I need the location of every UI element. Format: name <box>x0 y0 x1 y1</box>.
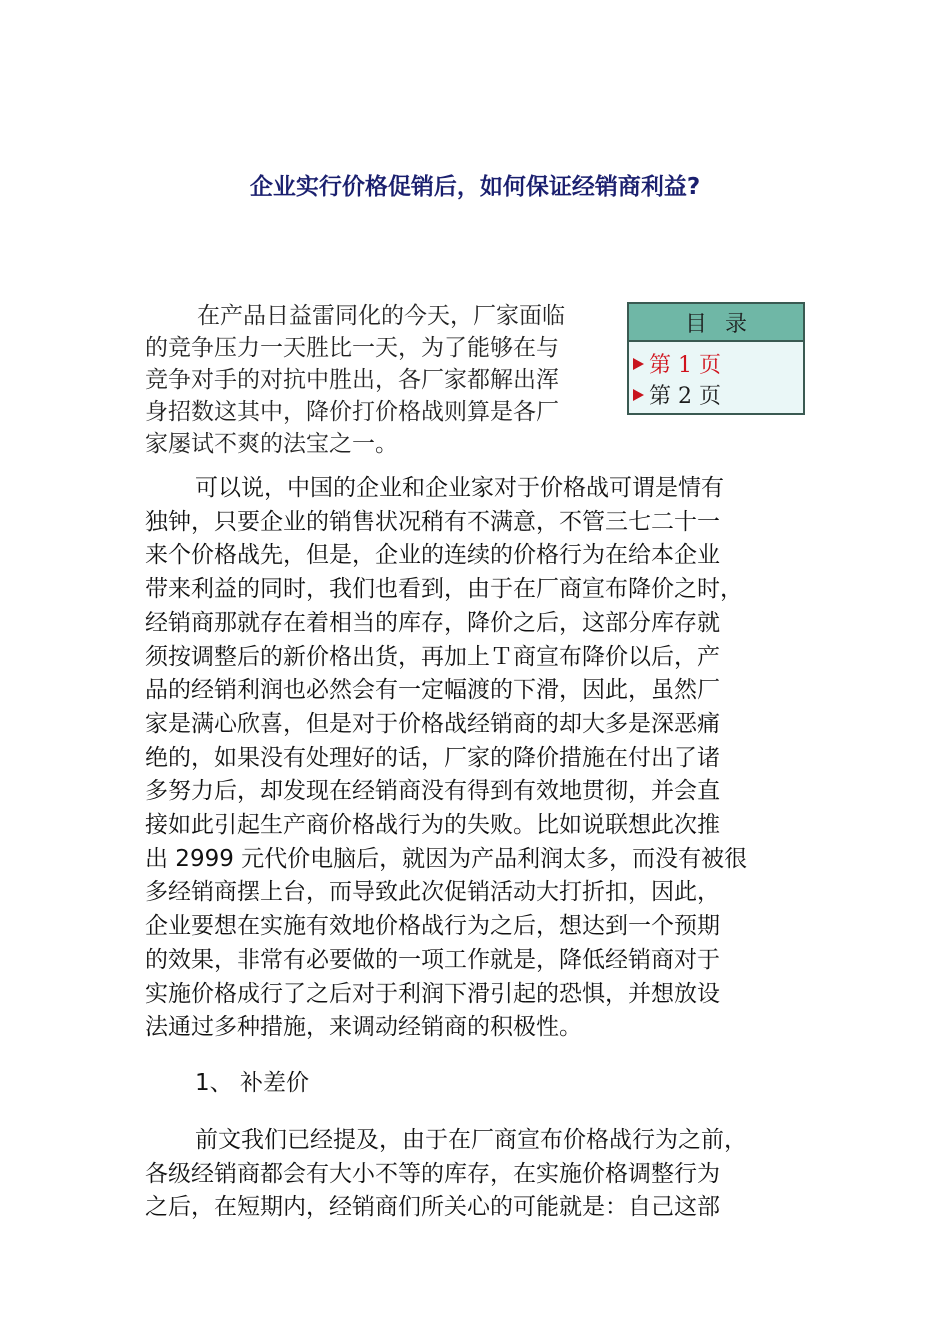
toc-header: 目录 <box>629 304 803 342</box>
paragraph-line: 企业要想在实施有效地价格战行为之后，想达到一个预期 <box>145 913 720 940</box>
paragraph-line: 绝的，如果没有处理好的话，厂家的降价措施在付出了诸 <box>145 744 720 771</box>
paragraph-line: 出 2999 元代价电脑后，就因为产品利润太多，而没有被很 <box>145 845 748 872</box>
section-heading <box>145 1067 795 1101</box>
paragraph-line: 多努力后，却发现在经销商没有得到有效地贯彻，并会直 <box>145 778 720 805</box>
intro-line: 竞争对手的对抗中胜出，各厂家都解出浑 <box>145 367 559 393</box>
paragraph-line-text: 可以说，中国的企业和企业家对于价格战可谓是情有 <box>195 475 724 501</box>
toc-item-label: 第 2 页 <box>649 384 721 409</box>
paragraph-line: 经销商那就存在着相当的库存，降价之后，这部分库存就 <box>145 609 720 636</box>
paragraph-line: 来个价格战先，但是，企业的连续的价格行为在给本企业 <box>145 542 720 569</box>
paragraph-line: 多经销商摆上台，而导致此次促销活动大打折扣，因此， <box>145 879 720 906</box>
paragraph-line: 接如此引起生产商价格战行为的失败。比如说联想此次推 <box>145 812 720 839</box>
paragraph-line: 法通过多种措施，来调动经销商的积极性。 <box>145 1014 582 1041</box>
paragraph-line: 的效果，非常有必要做的一项工作就是，降低经销商对于 <box>145 946 720 973</box>
paragraph-line <box>145 1124 795 1158</box>
paragraph-line-text: 前文我们已经提及，由于在厂商宣布价格战行为之前， <box>195 1127 747 1153</box>
table-of-contents <box>627 302 805 415</box>
arrow-right-icon <box>633 389 644 401</box>
toc-list <box>629 342 803 410</box>
intro-paragraph <box>145 300 630 460</box>
paragraph-line: 之后，在短期内，经销商们所关心的可能就是：自己这部 <box>145 1194 720 1221</box>
paragraph-line <box>145 472 795 506</box>
paragraph-line: 独钟，只要企业的销售状况稍有不满意，不管三七二十一 <box>145 508 720 535</box>
intro-line: 身招数这其中，降价打价格战则算是各厂 <box>145 399 559 425</box>
paragraph-line: 家是满心欣喜，但是对于价格战经销商的却大多是深恶痛 <box>145 710 720 737</box>
toc-item-page-2[interactable] <box>629 379 803 410</box>
body-paragraph-1 <box>145 472 795 1045</box>
section-heading-line <box>145 1067 795 1101</box>
intro-line: 家屡试不爽的法宝之一。 <box>145 431 398 457</box>
paragraph-line: 实施价格成行了之后对于利润下滑引起的恐惧，并想放设 <box>145 980 720 1007</box>
intro-line: 的竞争压力一天胜比一天，为了能够在与 <box>145 335 559 361</box>
toc-item-label: 第 1 页 <box>649 353 721 378</box>
body-paragraph-2 <box>145 1124 795 1225</box>
arrow-right-icon <box>633 358 644 370</box>
paragraph-line: 品的经销利润也必然会有一定幅渡的下滑，因此，虽然厂 <box>145 677 720 704</box>
paragraph-line: 须按调整后的新价格出货，再加上Ｔ商宣布降价以后，产 <box>145 643 720 670</box>
paragraph-line: 带来利益的同时，我们也看到，由于在厂商宣布降价之时， <box>145 576 743 603</box>
section-heading-text: 1、 补差价 <box>195 1070 309 1096</box>
intro-line <box>145 300 630 332</box>
paragraph-line: 各级经销商都会有大小不等的库存，在实施价格调整行为 <box>145 1160 720 1187</box>
intro-line-text: 在产品日益雷同化的今天，厂家面临 <box>197 303 565 329</box>
toc-item-page-1[interactable] <box>629 348 803 379</box>
document-title: 企业实行价格促销后，如何保证经销商利益? <box>249 174 701 200</box>
